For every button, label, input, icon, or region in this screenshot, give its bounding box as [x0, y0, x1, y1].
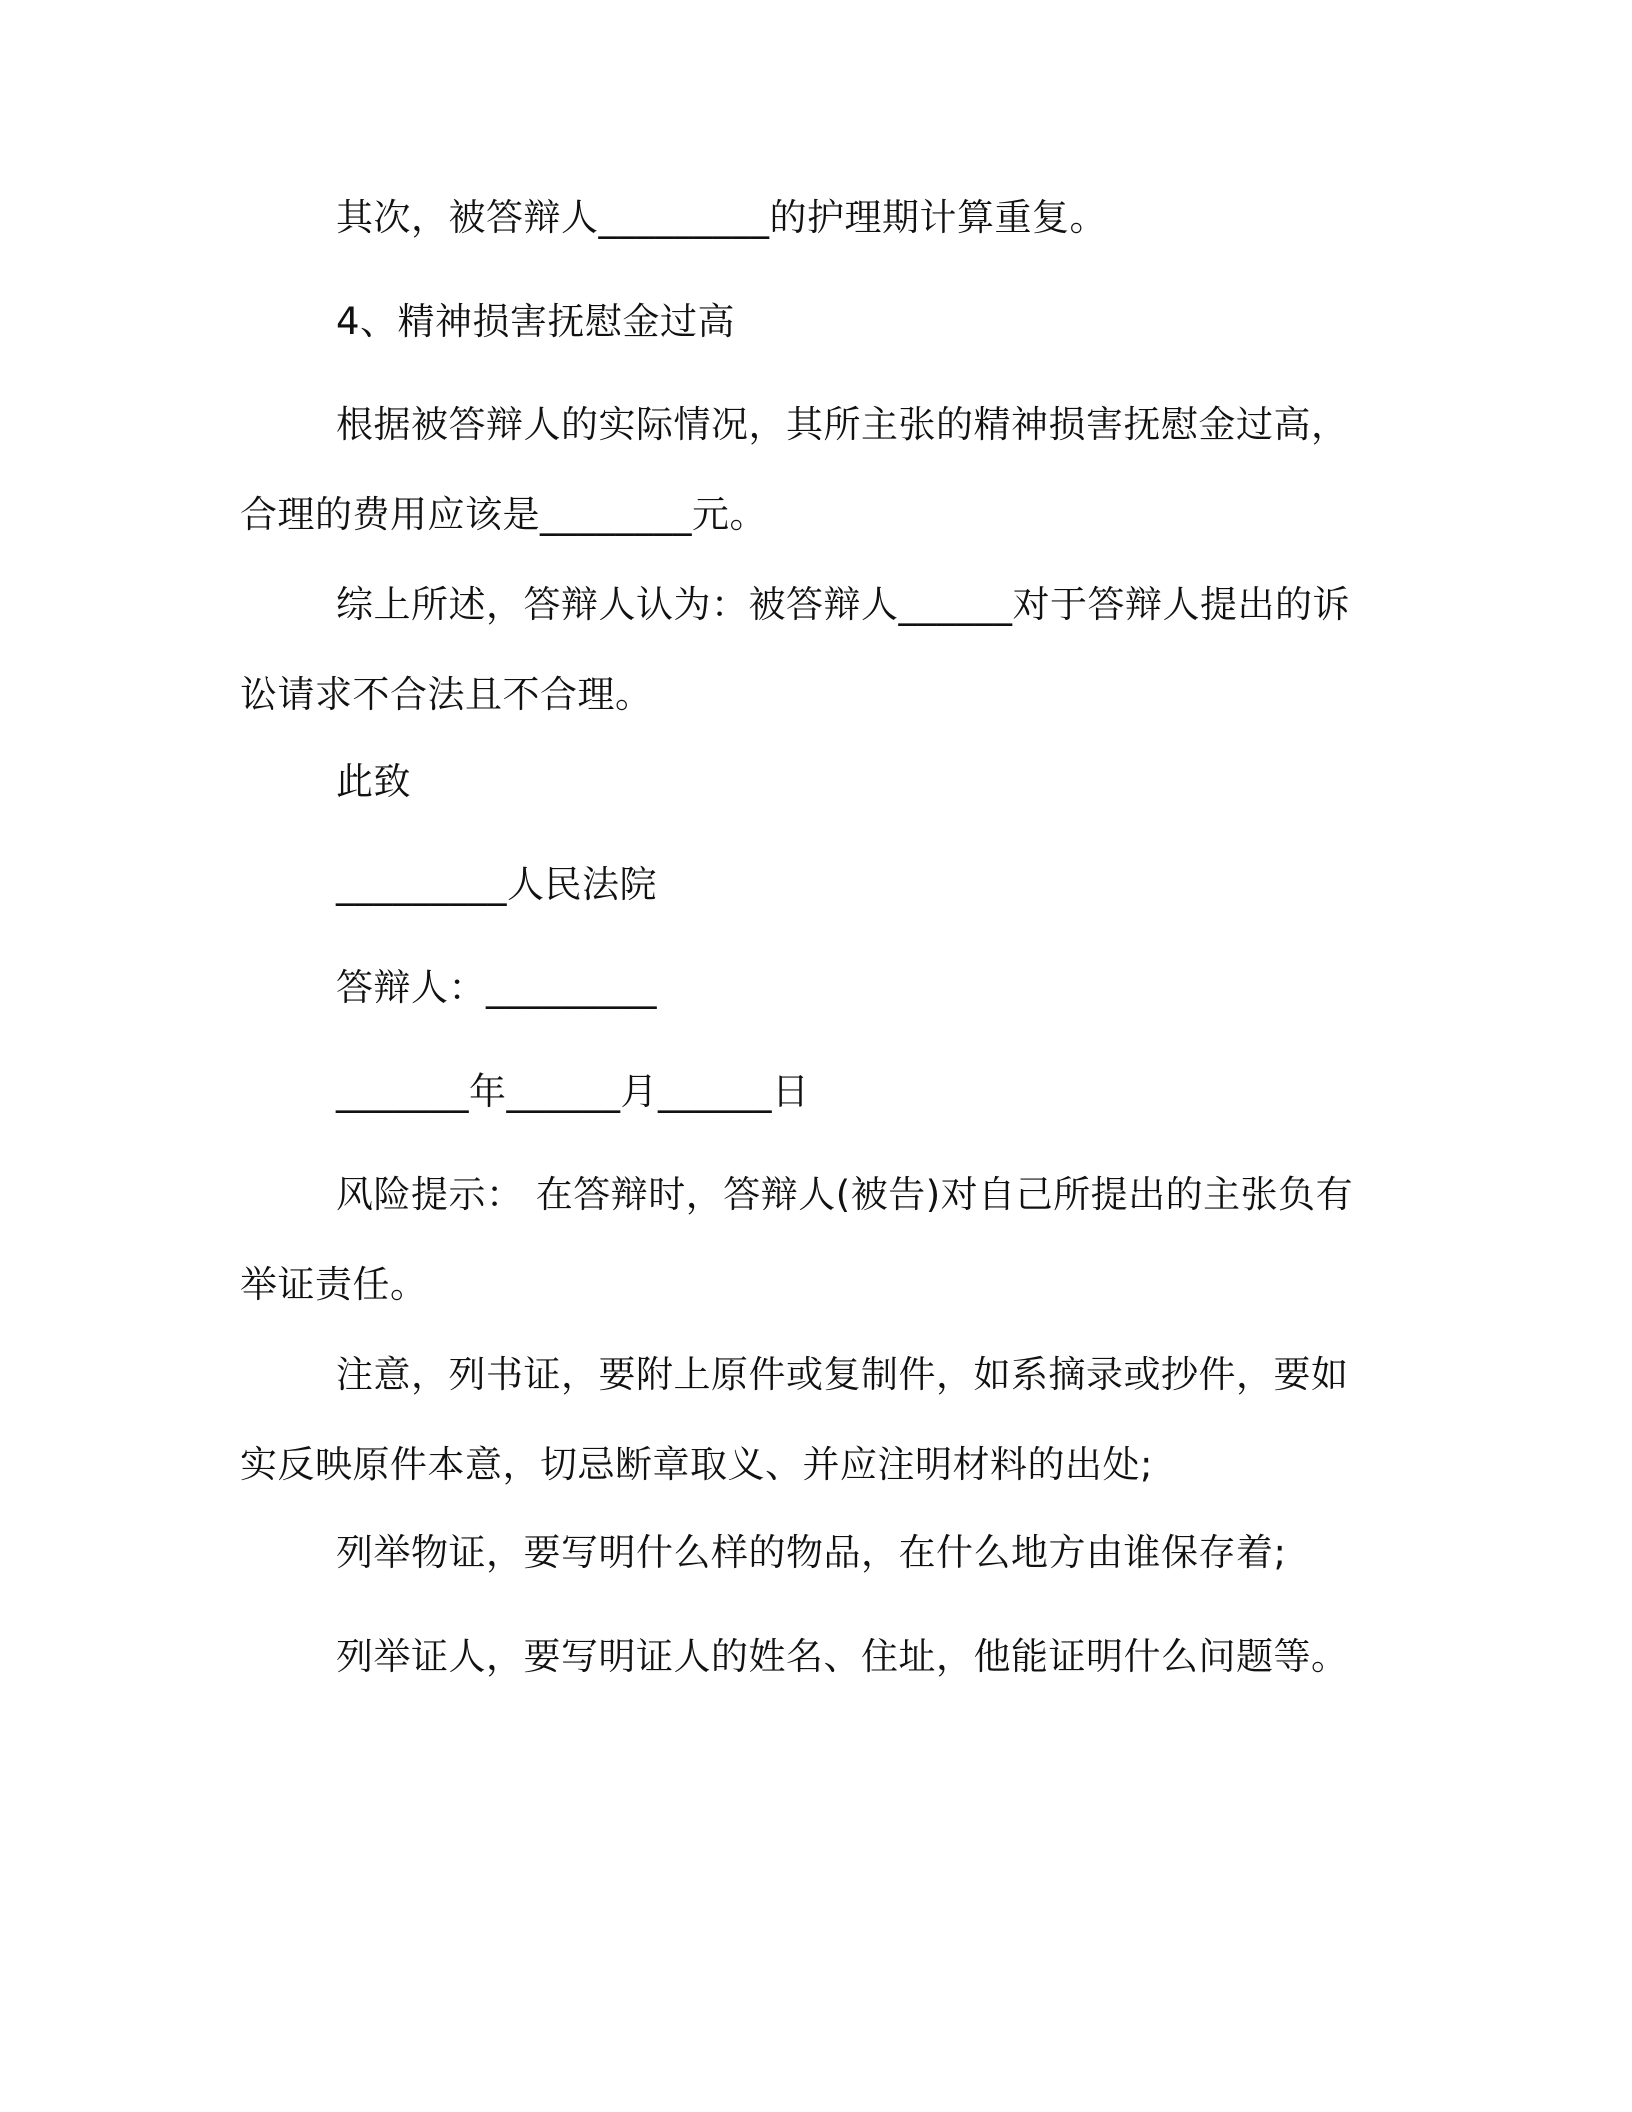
paragraph-mental-damage-claim: 根据被答辩人的实际情况，其所主张的精神损害抚慰金过高，合理的费用应该是________元。: [240, 403, 1349, 536]
paragraph-documentary-evidence: 注意，列书证，要附上原件或复制件，如系摘录或抄件，要如实反映原件本意，切忌断章取义、并应注明材料的出处;: [240, 1353, 1349, 1486]
paragraph-risk-warning: 风险提示： 在答辩时，答辩人(被告)对自己所提出的主张负有举证责任。: [240, 1173, 1354, 1306]
heading-mental-damage: 4、精神损害抚慰金过高: [336, 300, 736, 343]
paragraph-nursing-period: 其次，被答辩人_________的护理期计算重复。: [336, 196, 1107, 239]
paragraph-conclusion: 综上所述，答辩人认为：被答辩人______对于答辩人提出的诉讼请求不合法且不合理。: [240, 583, 1350, 716]
paragraph-respondent-signature: 答辩人：_________: [336, 966, 657, 1009]
paragraph-date: _______年______月______日: [336, 1070, 810, 1113]
paragraph-court: _________人民法院: [336, 863, 657, 906]
paragraph-salutation: 此致: [336, 760, 411, 803]
paragraph-witness: 列举证人，要写明证人的姓名、住址，他能证明什么问题等。: [336, 1635, 1349, 1678]
paragraph-physical-evidence: 列举物证，要写明什么样的物品，在什么地方由谁保存着;: [336, 1531, 1287, 1574]
